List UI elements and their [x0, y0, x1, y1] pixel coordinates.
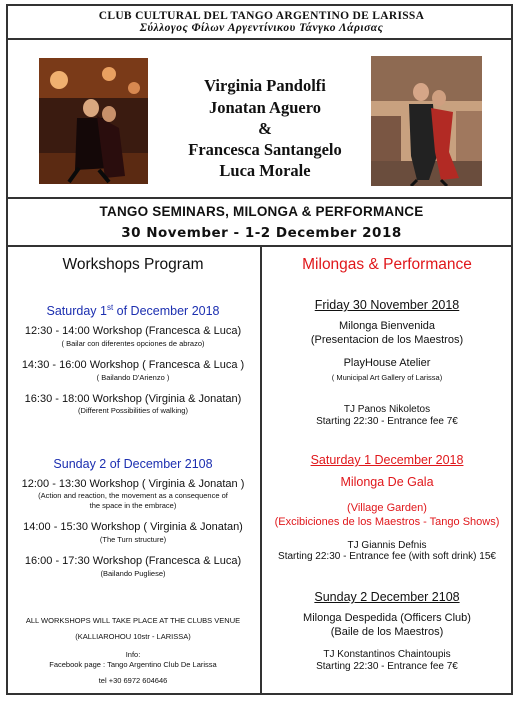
- friday-event: Milonga Bienvenida: [338, 320, 435, 332]
- artist-jonatan: Jonatan Aguero: [208, 98, 321, 117]
- workshop-item: 14:00 - 15:30 Workshop ( Virginia & Jonatan): [23, 521, 243, 533]
- workshops-heading: Workshops Program: [62, 256, 204, 273]
- photo-dancers-right: [371, 56, 482, 186]
- facebook-page: Facebook page : Tango Argentino Club De Larissa: [49, 660, 217, 669]
- sunday-start: Starting 22:30 - Entrance fee 7€: [316, 661, 458, 672]
- saturday-event: Milonga De Gala: [340, 475, 434, 489]
- workshop-subtitle: (The Turn structure): [99, 535, 167, 544]
- artist-luca: Luca Morale: [219, 161, 311, 180]
- artist-virginia: Virginia Pandolfi: [204, 76, 326, 95]
- artist-francesca: Francesca Santangelo: [188, 140, 342, 159]
- workshop-item: 12:00 - 13:30 Workshop ( Virginia & Jonatan ): [21, 478, 245, 490]
- workshop-subtitle: ( Bailando D'Arienzo ): [96, 373, 170, 382]
- friday-venue: PlayHouse Atelier: [343, 357, 431, 369]
- friday-note: (Presentacion de los Maestros): [310, 334, 464, 346]
- saturday-show: (Excibiciones de los Maestros - Tango Shows): [274, 516, 500, 528]
- sunday-note: (Baile de los Maestros): [330, 626, 444, 638]
- event-title: TANGO SEMINARS, MILONGA & PERFORMANCE: [99, 204, 424, 219]
- friday-date: Friday 30 November 2018: [314, 298, 460, 312]
- workshop-item: 16:30 - 18:00 Workshop (Virginia & Jonatan): [24, 393, 242, 405]
- artists-divider: [6, 197, 513, 199]
- friday-dj: TJ Panos Nikoletos: [343, 404, 431, 415]
- workshop-item: 14:30 - 16:00 Workshop ( Francesca & Luca ): [21, 359, 245, 371]
- workshop-subtitle: (Different Possibilities of walking): [78, 406, 188, 415]
- venue-address: (KALLIAROHOU 10str - LARISSA): [75, 632, 191, 641]
- saturday-venue: (Village Garden): [347, 502, 427, 514]
- saturday-date: Saturday 1 December 2018: [310, 453, 464, 467]
- workshop-item: 16:00 - 17:30 Workshop (Francesca & Luca): [24, 555, 242, 567]
- header-divider: [6, 38, 513, 40]
- workshop-item: 12:30 - 14:00 Workshop (Francesca & Luca): [24, 325, 242, 337]
- workshop-subtitle: (Action and reaction, the movement as a consequence of: [38, 491, 228, 500]
- saturday-start: Starting 22:30 - Entrance fee (with soft drink) 15€: [278, 551, 496, 562]
- photo-dancers-left: [39, 58, 148, 184]
- event-dates: 30 November - 1-2 December 2018: [121, 225, 402, 241]
- artist-ampersand: &: [258, 119, 272, 138]
- club-name-greek: Σύλλογος Φίλων Αργεντίνικου Τάνγκο Λάρισας: [139, 22, 384, 34]
- workshops-day1-heading: Saturday 1st of December 2018: [46, 303, 220, 319]
- info-label: Info:: [125, 650, 141, 659]
- friday-start: Starting 22:30 - Entrance fee 7€: [316, 416, 458, 427]
- saturday-dj: TJ Giannis Defnis: [347, 540, 427, 551]
- sunday-dj: TJ Konstantinos Chaintoupis: [323, 649, 451, 660]
- workshops-day2-heading: Sunday 2 of December 2108: [53, 457, 213, 471]
- sunday-date: Sunday 2 December 2108: [314, 590, 460, 604]
- milongas-heading: Milongas & Performance: [302, 256, 472, 273]
- phone: tel +30 6972 604646: [98, 676, 168, 685]
- venue-note: ALL WORKSHOPS WILL TAKE PLACE AT THE CLUBS VENUE: [25, 616, 241, 625]
- sunday-event: Milonga Despedida (Officers Club): [303, 612, 471, 624]
- friday-venue-note: ( Municipal Art Gallery of Larissa): [331, 373, 443, 382]
- workshop-subtitle: the space in the embrace): [89, 501, 177, 510]
- club-name: CLUB CULTURAL DEL TANGO ARGENTINO DE LARISSA: [98, 10, 425, 22]
- workshop-subtitle: (Bailando Pugliese): [100, 569, 166, 578]
- workshop-subtitle: ( Bailar con diferentes opciones de abrazo): [61, 339, 205, 348]
